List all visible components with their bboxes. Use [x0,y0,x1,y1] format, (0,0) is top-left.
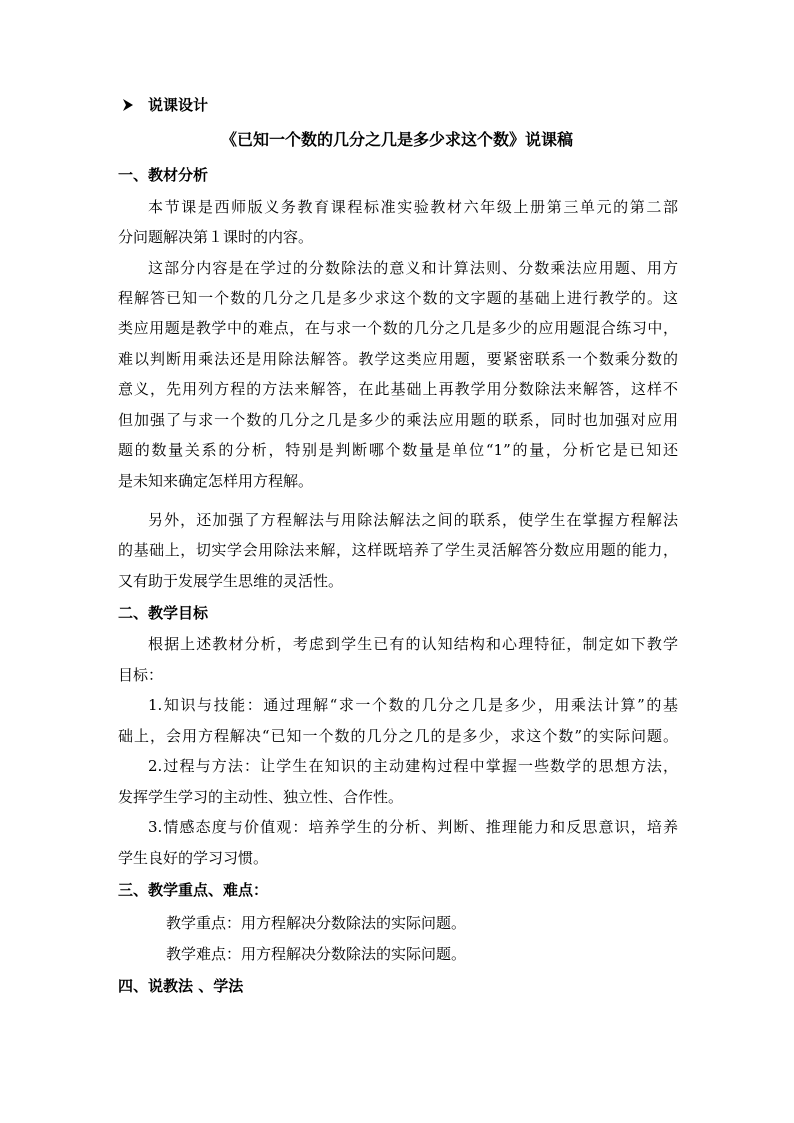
paragraph-line: 程解答已知一个数的几分之几是多少求这个数的文字题的基础上进行教学的。这 [118,289,678,307]
paragraph-line: 分问题解决第１课时的内容。 [118,228,314,246]
section-heading-materials: 一、教材分析 [118,166,209,184]
paragraph-line: 本节课是西师版义务教育课程标准实验教材六年级上册第三单元的第二部 [148,198,678,216]
goal-line: 2.过程与方法：让学生在知识的主动建构过程中掌握一些数学的思想方法， [148,757,678,775]
paragraph-line: 意义，先用列方程的方法来解答，在此基础上再教学用分数除法来解答，这样不 [118,380,678,398]
paragraph-line: 是未知来确定怎样用方程解。 [118,472,314,490]
bullet-label: 说课设计 [148,96,209,114]
goal-line: 础上，会用方程解决“已知一个数的几分之几的是多少，求这个数”的实际问题。 [118,727,678,745]
paragraph-line: 另外，还加强了方程解法与用除法解法之间的联系，使学生在掌握方程解法 [148,511,678,529]
section-heading-methods: 四、说教法 、学法 [118,977,244,995]
paragraph-line: 又有助于发展学生思维的灵活性。 [118,572,344,590]
goal-line: 发挥学生学习的主动性、独立性、合作性。 [118,788,404,806]
key-point-line: 教学重点：用方程解决分数除法的实际问题。 [166,914,467,932]
paragraph-line: 这部分内容是在学过的分数除法的意义和计算法则、分数乘法应用题、用方 [148,259,678,277]
goal-line: 3.情感态度与价值观：培养学生的分析、判断、推理能力和反思意识，培养 [148,818,678,836]
paragraph-line: 目标： [118,666,164,684]
paragraph-line: 根据上述教材分析，考虑到学生已有的认知结构和心理特征，制定如下教学 [148,635,678,653]
paragraph-line: 但加强了与求一个数的几分之几是多少的乘法应用题的联系，同时也加强对应用 [118,411,678,429]
difficult-point-line: 教学难点：用方程解决分数除法的实际问题。 [166,945,467,963]
section-heading-objectives: 二、教学目标 [118,604,209,622]
paragraph-line: 类应用题是教学中的难点，在与求一个数的几分之几是多少的应用题混合练习中， [118,319,678,337]
paragraph-line: 难以判断用乘法还是用除法解答。教学这类应用题，要紧密联系一个数乘分数的 [118,350,678,368]
paragraph-line: 的基础上，切实学会用除法来解，这样既培养了学生灵活解答分数应用题的能力， [118,541,678,559]
goal-line: 1.知识与技能：通过理解“求一个数的几分之几是多少，用乘法计算”的基 [148,696,678,714]
section-heading-key-points: 三、教学重点、难点： [118,881,269,899]
document-title: 《已知一个数的几分之几是多少求这个数》说课稿 [220,130,573,149]
arrow-bullet-icon [121,95,135,115]
paragraph-line: 题的数量关系的分析，特别是判断哪个数量是单位“1”的量，分析它是已知还 [118,441,678,459]
goal-line: 学生良好的学习习惯。 [118,849,269,867]
